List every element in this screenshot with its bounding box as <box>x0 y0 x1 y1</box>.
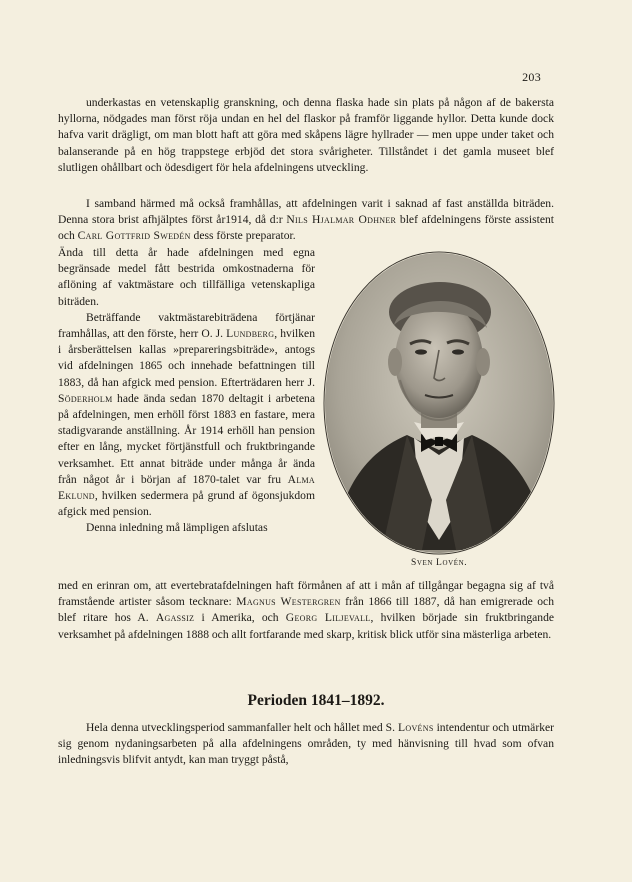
person-name: Nils Hjalmar Odhner <box>286 213 397 227</box>
page-number: 203 <box>522 70 541 84</box>
person-name: Georg Liljevall <box>285 611 371 625</box>
section-heading: Perioden 1841–1892. <box>247 692 385 709</box>
paragraph-attendants: Beträffande vaktmästarebiträdena förtjänar framhållas, att den förste, herr O. J. Lundberg, hvilken i årsberättelsen kallas »prepareringsbiträde», antogs vid afdelningen 1865 och innehade befattningen till 1883, då han afgick med pension. Efterträdaren herr J. Söderholm hade ända sedan 1870 deltagit i arbetena på afdelningen, men erhöll först 1883 en fastare, mera stadigvarande anställning. År 1914 erhöll han pension efter en lång, mycket förtjänstfull och fruktbringande verksamhet. Ett annat biträde under många år ända från något år i början af 1870-talet var fru Alma Eklund, hvilken sedermera på grund af ögonsjukdom afgick med pension. <box>58 310 316 519</box>
paragraph-assistants: I samband härmed må också framhållas, att afdelningen varit i saknad af fast anställda biträden. Denna stora brist afhjälptes först år1914, då d:r Nils Hjalmar Odhner blef afdelningens förste assistent och Carl Gottfrid Swedén dess förste preparator. <box>58 197 554 243</box>
person-name: Magnus Westergren <box>236 595 341 609</box>
paragraph-museum-shelves: underkastas en vetenskaplig granskning, och denna flaska hade sin plats på någon af de bakersta hyllorna, nödgades man först röja undan en hel del flaskor på framför liggande hyllor. Detta kunde dock hafva varit drägligt, om man blott haft att göra med skåpens lägre hyllrader — men uppe under taket och balanserande på en hög trappstege erbjöd det stora svårigheter. Tillståndet i det gamla museet blef slutligen ohållbart och ödesdigert för hela afdelningens utveckling. <box>58 96 554 174</box>
portrait-caption: Sven Lovén. <box>411 558 468 568</box>
person-name: Söderholm <box>58 391 113 405</box>
paragraph-illustrators: med en erinran om, att evertebratafdelningen haft förmånen af att i mån af tillgångar begagna sig af två framstående artister såsom tecknare: Magnus Westergren från 1866 till 1887, då han emigrerade och blef ritare hos A. Agassiz i Amerika, och Georg Liljevall, hvilken började sin fruktbringande verksamhet på afdelningen 1888 och allt fortfarande med skarp, kritisk blick utför sina mästerliga arbeten. <box>58 579 555 641</box>
person-name: Lundberg <box>226 327 275 341</box>
paragraph-funding: Ända till detta år hade afdelningen med egna begränsade medel fått bestrida omkostnaderna för aflöning af vaktmästare och tillfälliga vetenskapliga biträden. <box>58 246 315 308</box>
paragraph-period-intro: Hela denna utvecklingsperiod sammanfaller helt och hållet med S. Lovéns intendentur och utmärker sig genom nydaningsarbeten på alla afdelningens områden, ty med hänvisning till hvad som ofvan inledningsvis blifvit antydt, kan man tryggt påstå, <box>58 721 554 767</box>
person-name: Lovéns <box>398 721 434 734</box>
paragraph-conclusion-start: Denna inledning må lämpligen afslutas <box>86 521 268 535</box>
person-name: Alma Eklund <box>58 472 315 503</box>
text-column-beside-portrait <box>58 245 315 537</box>
person-name: Carl Gottfrid Swedén <box>77 229 191 243</box>
person-name: Agassiz <box>155 611 195 625</box>
portrait-photo <box>322 250 556 560</box>
